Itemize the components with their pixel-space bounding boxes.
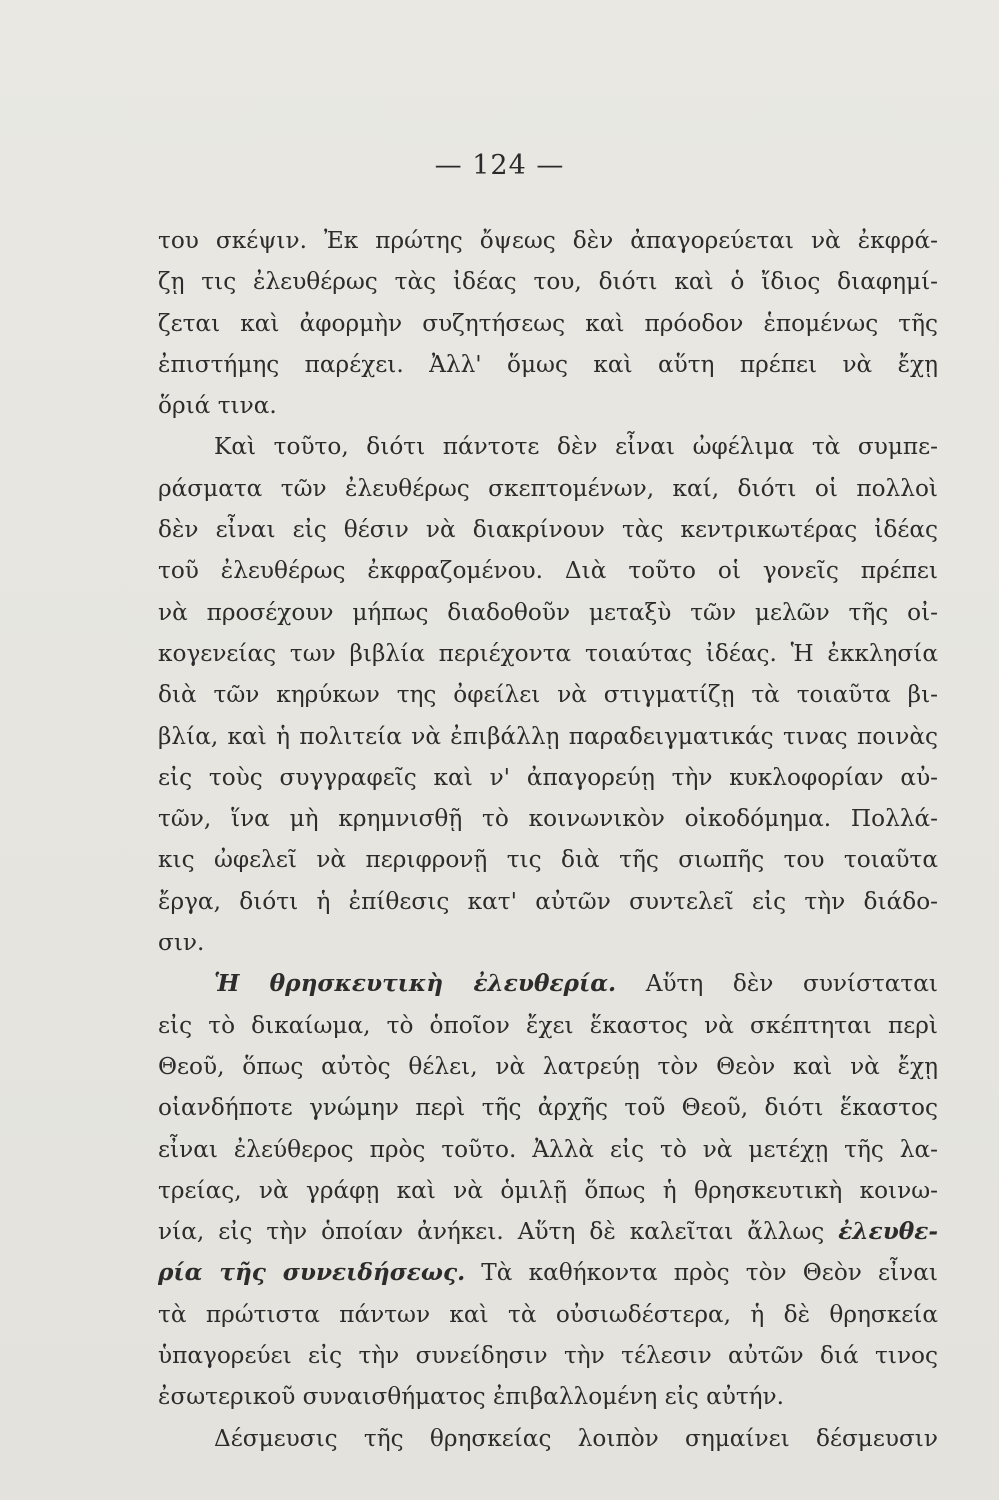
line-text: σιν.	[158, 929, 205, 957]
text-line	[158, 220, 938, 261]
text-line	[158, 1005, 938, 1046]
line-text: κογενείας των βιβλία περιέχοντα τοιαύτας ἰδέας. Ἡ ἐκκλησία	[158, 639, 938, 667]
line-text: βλία, καὶ ἡ πολιτεία νὰ ἐπιβάλλῃ παραδειγματικάς τινας ποινὰς	[158, 722, 938, 750]
line-text: εἶναι ἐλεύθερος πρὸς τοῦτο. Ἀλλὰ εἰς τὸ νὰ μετέχῃ τῆς λα-	[158, 1135, 938, 1163]
text-line	[158, 798, 938, 839]
text-line	[158, 468, 938, 509]
line-text: κις ὠφελεῖ νὰ περιφρονῇ τις διὰ τῆς σιωπῆς του τοιαῦτα	[158, 846, 938, 874]
text-line	[158, 1211, 938, 1252]
text-line	[158, 1170, 938, 1211]
text-line	[158, 1252, 938, 1293]
emphasized-text: ρία τῆς συνειδήσεως.	[158, 1259, 466, 1287]
text-line	[158, 550, 938, 591]
line-text: εἰς τοὺς συγγραφεῖς καὶ ν' ἀπαγορεύῃ τὴν κυκλοφορίαν αὐ-	[158, 763, 938, 791]
line-text: ἔργα, διότι ἡ ἐπίθεσις κατ' αὐτῶν συντελεῖ εἰς τὴν διάδο-	[158, 887, 938, 915]
line-text: ὅριά τινα.	[158, 392, 277, 420]
line-text: Καὶ τοῦτο, διότι πάντοτε δὲν εἶναι ὠφέλιμα τὰ συμπε-	[214, 433, 938, 461]
line-text: τῶν, ἵνα μὴ κρημνισθῇ τὸ κοινωνικὸν οἰκοδόμημα. Πολλά-	[158, 805, 938, 833]
text-line	[158, 633, 938, 674]
text-line	[158, 716, 938, 757]
text-line	[158, 261, 938, 302]
body-text	[158, 220, 938, 1459]
text-line	[158, 839, 938, 880]
text-line	[158, 1046, 938, 1087]
line-text: ράσματα τῶν ἐλευθέρως σκεπτομένων, καί, διότι οἱ πολλοὶ	[158, 474, 938, 502]
text-line	[158, 509, 938, 550]
text-line	[158, 344, 938, 385]
line-text: Δέσμευσις τῆς θρησκείας λοιπὸν σημαίνει δέσμευσιν	[214, 1424, 938, 1452]
line-text: ὑπαγορεύει εἰς τὴν συνείδησιν τὴν τέλεσιν αὐτῶν διά τινος	[158, 1342, 938, 1370]
line-text: οἱανδήποτε γνώμην περὶ τῆς ἀρχῆς τοῦ Θεοῦ, διότι ἕκαστος	[158, 1094, 938, 1122]
section-heading: Ἡ θρησκευτικὴ ἐλευθερία.	[214, 970, 617, 998]
line-text: δὲν εἶναι εἰς θέσιν νὰ διακρίνουν τὰς κεντρικωτέρας ἰδέας	[158, 516, 938, 544]
text-line	[158, 1376, 938, 1417]
line-text: ἐπιστήμης παρέχει. Ἀλλ' ὅμως καὶ αὕτη πρέπει νὰ ἔχῃ	[158, 350, 938, 378]
line-text: νία, εἰς τὴν ὁποίαν ἀνήκει. Αὕτη δὲ καλεῖται ἄλλως	[158, 1218, 839, 1246]
text-line	[158, 757, 938, 798]
line-text: Τὰ καθήκοντα πρὸς τὸν Θεὸν εἶναι	[465, 1259, 938, 1287]
line-text: Αὕτη δὲν συνίσταται	[616, 970, 938, 998]
line-text: τὰ πρώτιστα πάντων καὶ τὰ οὐσιωδέστερα, ἡ δὲ θρησκεία	[158, 1300, 938, 1328]
line-text: τοῦ ἐλευθέρως ἐκφραζομένου. Διὰ τοῦτο οἱ γονεῖς πρέπει	[158, 557, 938, 585]
text-line	[158, 303, 938, 344]
text-line	[158, 426, 938, 467]
text-line	[158, 385, 938, 426]
text-line	[158, 592, 938, 633]
text-line	[158, 674, 938, 715]
text-line	[158, 881, 938, 922]
text-line	[158, 963, 938, 1004]
text-line	[158, 1129, 938, 1170]
line-text: ζεται καὶ ἀφορμὴν συζητήσεως καὶ πρόοδον ἑπομένως τῆς	[158, 309, 938, 337]
line-text: διὰ τῶν κηρύκων της ὀφείλει νὰ στιγματίζῃ τὰ τοιαῦτα βι-	[158, 681, 938, 709]
emphasized-text: ἐλευθε-	[838, 1218, 938, 1246]
line-text: Θεοῦ, ὅπως αὐτὸς θέλει, νὰ λατρεύῃ τὸν Θεὸν καὶ νὰ ἔχῃ	[158, 1052, 938, 1080]
line-text: νὰ προσέχουν μήπως διαδοθοῦν μεταξὺ τῶν μελῶν τῆς οἰ-	[158, 598, 938, 626]
text-line	[158, 1335, 938, 1376]
line-text: ζῃ τις ἐλευθέρως τὰς ἰδέας του, διότι καὶ ὁ ἴδιος διαφημί-	[158, 268, 938, 296]
page-number: — 124 —	[434, 150, 565, 181]
text-line	[158, 1294, 938, 1335]
text-line	[158, 1418, 938, 1459]
line-text: εἰς τὸ δικαίωμα, τὸ ὁποῖον ἔχει ἕκαστος νὰ σκέπτηται περὶ	[158, 1011, 938, 1039]
text-line	[158, 922, 938, 963]
line-text: τρείας, νὰ γράφῃ καὶ νὰ ὁμιλῇ ὅπως ἡ θρησκευτικὴ κοινω-	[158, 1176, 938, 1204]
line-text: ἐσωτερικοῦ συναισθήματος ἐπιβαλλομένη εἰς αὐτήν.	[158, 1383, 785, 1411]
text-line	[158, 1087, 938, 1128]
line-text: του σκέψιν. Ἐκ πρώτης ὄψεως δὲν ἀπαγορεύεται νὰ ἐκφρά-	[158, 227, 938, 254]
